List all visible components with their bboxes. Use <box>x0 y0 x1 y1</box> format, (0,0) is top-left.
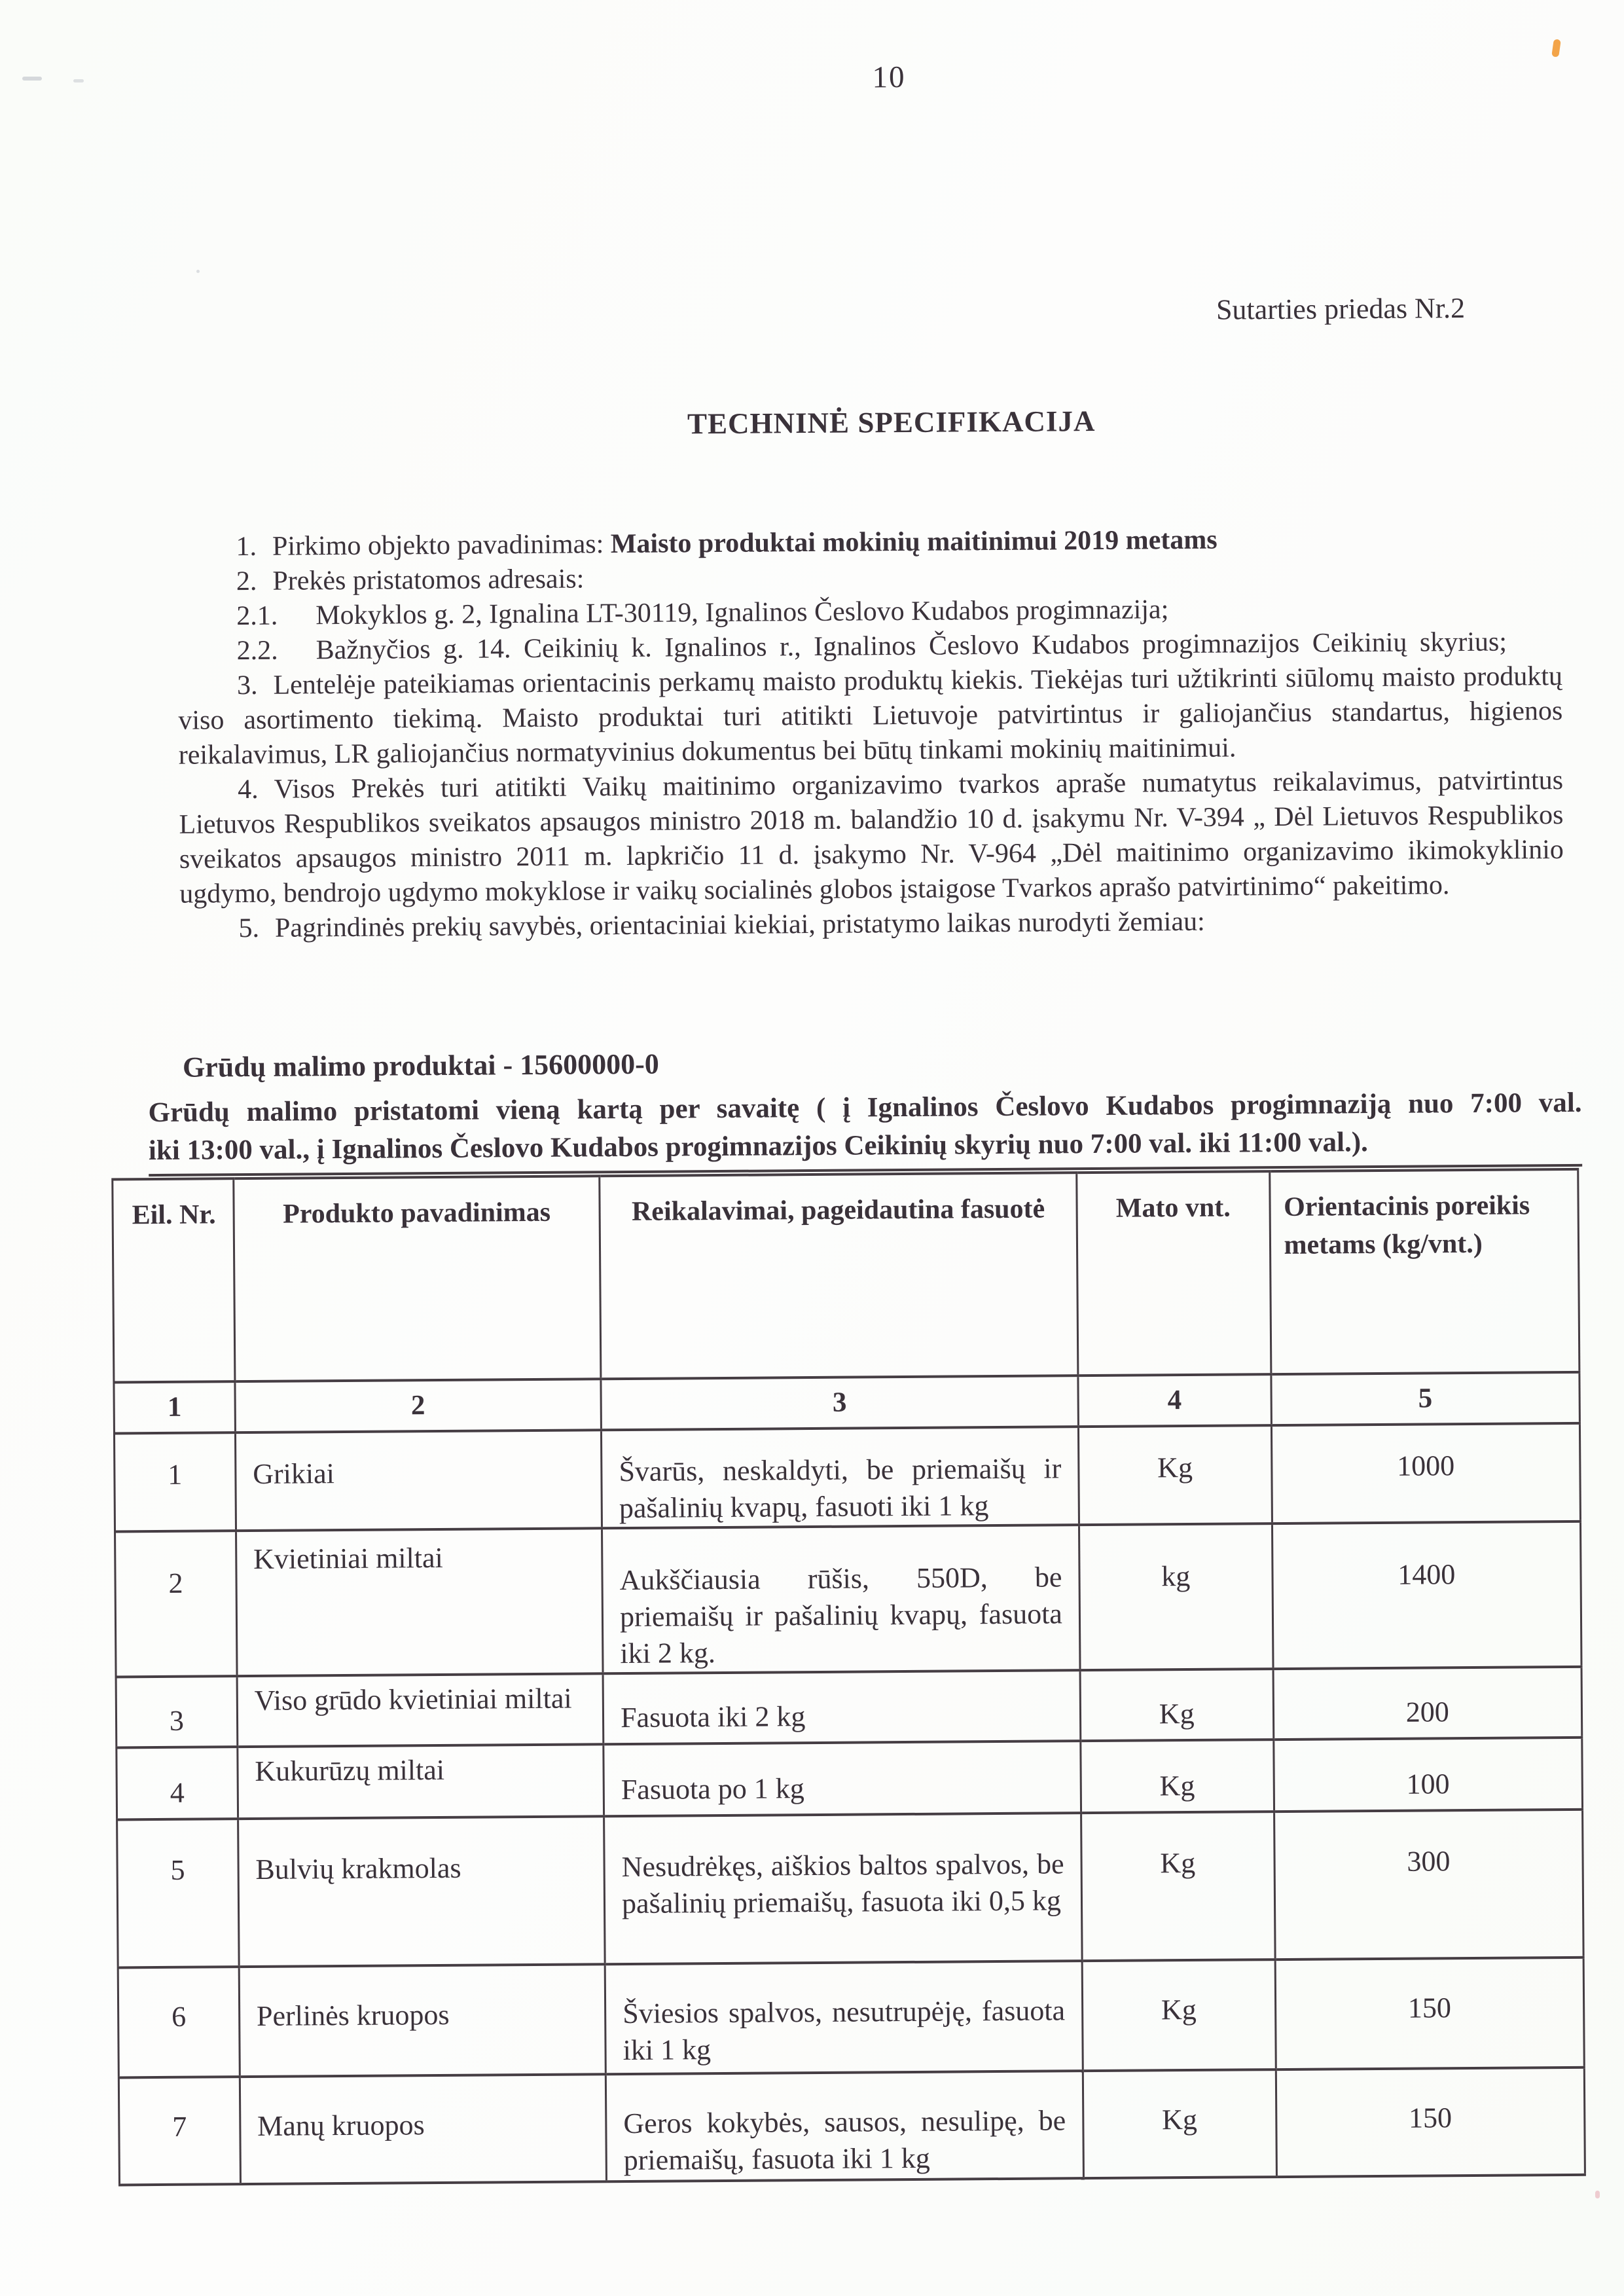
cell-unit: kg <box>1079 1523 1272 1670</box>
item-number: 1. <box>236 531 257 562</box>
table-header-row <box>113 1169 1579 1383</box>
header-cell-product-name: Produkto pavadinimas <box>234 1176 601 1381</box>
cell-nr: 7 <box>118 2077 240 2185</box>
intro-item-4 <box>179 763 1564 912</box>
column-number: 5 <box>1271 1372 1579 1425</box>
item-number: 2.1. <box>236 600 278 632</box>
table-row <box>118 2068 1585 2185</box>
cell-unit: Kg <box>1078 1425 1272 1525</box>
scan-artifact-dash <box>73 79 84 82</box>
cpv-heading: Grūdų malimo produktai - 15600000-0 <box>182 1048 659 1084</box>
item-text: Mokyklos g. 2, Ignalina LT-30119, Ignalinos Česlovo Kudabos progimnazija; <box>316 594 1169 631</box>
item-text: Pirkimo objekto pavadinimas: <box>272 529 611 562</box>
cell-product-name: Grikiai <box>235 1430 602 1531</box>
page-number: 10 <box>872 60 906 95</box>
item-text: Lentelėje pateikiamas orientacinis perkamų maisto produktų kiekis. Tiekėjas turi užtikrinti siūlomų maisto produktų viso asortimento tiekimą. Maisto produktai turi atitikti Lietuvoje patvirtintus ir galiojančius standartus, higienos reikalavimus, LR galiojančius normatyvinius dokumentus bei būtų tinkami mokinių maitinimui. <box>178 661 1563 771</box>
cell-requirements: Aukščiausia rūšis, 550D, be priemaišų ir pašalinių kvapų, fasuota iki 2 kg. <box>602 1525 1080 1673</box>
cell-unit: Kg <box>1081 1812 1274 1961</box>
cell-quantity: 1400 <box>1272 1522 1581 1669</box>
table-row <box>118 1958 1584 2078</box>
cell-product-name: Perlinės kruopos <box>239 1964 605 2077</box>
cell-requirements: Fasuota po 1 kg <box>604 1741 1081 1816</box>
table-row <box>116 1667 1582 1748</box>
scan-artifact-pink-mark <box>1595 2191 1600 2198</box>
cell-nr: 2 <box>115 1531 237 1677</box>
header-cell-requirements: Reikalavimai, pageidautina fasuotė <box>600 1173 1078 1379</box>
column-number: 3 <box>601 1376 1078 1430</box>
item-number: 2.2. <box>236 635 278 666</box>
cell-unit: Kg <box>1082 1959 1276 2071</box>
cell-quantity: 150 <box>1275 1958 1585 2069</box>
header-cell-eil-nr: Eil. Nr. <box>113 1178 235 1382</box>
table-row <box>117 1810 1584 1968</box>
table-row <box>117 1738 1583 1820</box>
document-title: TECHNINĖ SPECIFIKACIJA <box>687 404 1096 441</box>
cell-requirements: Geros kokybės, sausos, nesulipę, be priemaišų, fasuota iki 1 kg <box>605 2071 1083 2181</box>
column-number: 2 <box>235 1379 602 1432</box>
cell-product-name: Kvietiniai miltai <box>236 1528 603 1676</box>
cell-nr: 1 <box>114 1432 236 1531</box>
delivery-note <box>148 1084 1582 1176</box>
item-number: 2. <box>236 566 257 597</box>
cell-quantity: 200 <box>1273 1667 1582 1740</box>
column-number: 1 <box>114 1381 235 1433</box>
scan-artifact-speck <box>196 270 200 273</box>
cell-quantity: 150 <box>1276 2068 1585 2177</box>
item-text: Visos Prekės turi atitikti Vaikų maitinimo organizavimo tvarkos apraše numatytus reikalavimus, patvirtintus Lietuvos Respublikos sveikatos apsaugos ministro 2018 m. balandžio 10 d. įsakymu Nr. V-394 „ Dėl Lietuvos Respublikos sveikatos apsaugos ministro 2011 m. lapkričio 11 d. įsakymo Nr. V-964 „Dėl maitinimo organizavimo ikimokyklinio ugdymo, bendrojo ugdymo mokyklose ir vaikų socialinės globos įstaigose Tvarkos aprašo patvirtinimo“ pakeitimo. <box>179 765 1564 909</box>
item-text: Bažnyčios g. 14. Ceikinių k. Ignalinos r., Ignalinos Česlovo Kudabos progimnazijos Ceikinių skyrius; <box>316 627 1507 666</box>
intro-list <box>177 520 1564 947</box>
table-row <box>114 1423 1580 1532</box>
table-row <box>115 1522 1581 1677</box>
item-number: 4. <box>237 774 259 805</box>
cell-product-name: Viso grūdo kvietiniai miltai <box>237 1673 604 1747</box>
cell-nr: 5 <box>117 1819 239 1967</box>
contract-annex-note: Sutarties priedas Nr.2 <box>1216 292 1466 326</box>
header-cell-unit: Mato vnt. <box>1077 1171 1271 1376</box>
delivery-line-2: iki 13:00 val., į Ignalinos Česlovo Kudabos progimnazijos Ceikinių skyrių nuo 7:00 val. iki 11:00 val.). <box>149 1122 1582 1176</box>
cell-requirements: Švarūs, neskaldyti, be priemaišų ir pašalinių kvapų, fasuoti iki 1 kg <box>602 1427 1079 1528</box>
cell-requirements: Nesudrėkęs, aiškios baltos spalvos, be pašalinių priemaišų, fasuota iki 0,5 kg <box>604 1813 1082 1964</box>
purchase-object-name: Maisto produktai mokinių maitinimui 2019 metams <box>610 524 1218 560</box>
cell-requirements: Šviesios spalvos, nesutrupėję, fasuota iki 1 kg <box>605 1961 1083 2074</box>
delivery-line-1: Grūdų malimo pristatomi vieną kartą per savaitę ( į Ignalinos Česlovo Kudabos progimnaziją nuo 7:00 val. <box>148 1087 1582 1129</box>
cell-nr: 6 <box>118 1967 240 2077</box>
cell-quantity: 1000 <box>1271 1423 1581 1523</box>
cell-nr: 4 <box>117 1747 238 1819</box>
products-table <box>111 1168 1586 2187</box>
cell-product-name: Bulvių krakmolas <box>238 1816 605 1967</box>
cell-requirements: Fasuota iki 2 kg <box>603 1670 1081 1744</box>
cell-unit: Kg <box>1081 1740 1274 1813</box>
cell-unit: Kg <box>1083 2069 1276 2178</box>
intro-item-3 <box>178 659 1563 773</box>
item-number: 3. <box>236 670 258 701</box>
cell-nr: 3 <box>116 1676 238 1747</box>
scan-artifact-dash <box>22 77 42 81</box>
cell-product-name: Manų kruopos <box>240 2074 606 2184</box>
column-number: 4 <box>1078 1374 1271 1427</box>
item-text: Prekės pristatomos adresais: <box>272 564 585 596</box>
cell-unit: Kg <box>1080 1669 1273 1741</box>
cell-quantity: 300 <box>1274 1810 1583 1959</box>
item-number: 5. <box>238 913 260 944</box>
header-cell-yearly-need: Orientacinis poreikis metams (kg/vnt.) <box>1269 1169 1579 1374</box>
cell-quantity: 100 <box>1273 1738 1582 1812</box>
cell-product-name: Kukurūzų miltai <box>238 1744 604 1819</box>
item-text: Pagrindinės prekių savybės, orientaciniai kiekiai, pristatymo laikas nurodyti žemiau: <box>274 906 1205 943</box>
